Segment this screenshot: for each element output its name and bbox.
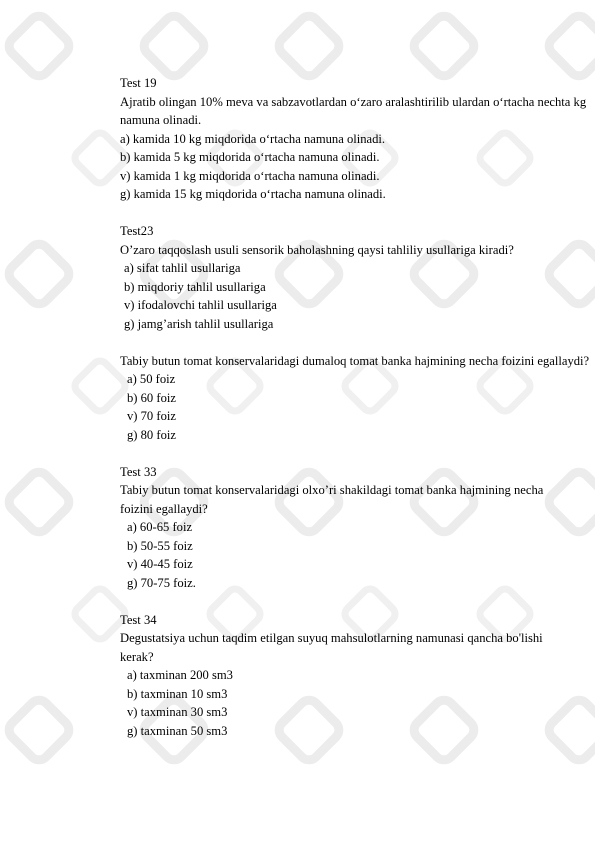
answer-option-g: g) 80 foiz: [127, 427, 176, 442]
question-text: O’zaro taqqoslash usuli sensorik baholashning qaysi tahliliy usullariga kiradi?: [120, 242, 514, 257]
answer-option-g: g) jamg’arish tahlil usullariga: [124, 316, 274, 331]
question-text: Tabiy butun tomat konservalaridagi dumaloq tomat banka hajmining necha foizini egallaydi?: [120, 353, 590, 368]
answer-option-v: v) ifodalovchi tahlil usullariga: [124, 298, 277, 312]
question-block-test-33: [120, 463, 590, 593]
answer-option-g: g) 70-75 foiz.: [127, 575, 196, 590]
answer-option-a: a) taxminan 200 sm3: [127, 668, 233, 682]
answer-option-b: b) miqdoriy tahlil usullariga: [124, 279, 266, 294]
question-text: Degustatsiya uchun taqdim etilgan suyuq mahsulotlarning namunasi qancha bo'lishi kerak?: [120, 631, 543, 664]
answer-option-a: a) kamida 10 kg miqdorida o‘rtacha namuna olinadi.: [120, 131, 386, 146]
spacer: [120, 444, 590, 463]
spacer: [120, 333, 590, 352]
answer-option-a: a) 50 foiz: [127, 372, 176, 386]
question-text: Tabiy butun tomat konservalaridagi olxo’ri shakildagi tomat banka hajmining necha foizini egallaydi?: [120, 483, 544, 516]
spacer: [120, 592, 590, 611]
answer-option-b: b) 50-55 foiz: [127, 538, 193, 553]
question-heading: Test 34: [120, 612, 157, 627]
answer-option-b: b) kamida 5 kg miqdorida o‘rtacha namuna olinadi.: [120, 150, 380, 164]
answer-option-g: g) kamida 15 kg miqdorida o‘rtacha namuna olinadi.: [120, 187, 386, 201]
watermark-row-1: [5, 12, 595, 80]
question-block-test-19: [120, 74, 590, 204]
answer-option-b: b) 60 foiz: [127, 390, 176, 405]
answer-option-a: a) 60-65 foiz: [127, 520, 193, 534]
document-page: [120, 74, 590, 740]
answer-option-v: v) 40-45 foiz: [127, 557, 193, 571]
spacer: [120, 204, 590, 223]
question-block-test-23: [120, 222, 590, 333]
answer-option-a: a) sifat tahlil usullariga: [124, 261, 241, 275]
question-block-round-tomato: [120, 352, 590, 445]
answer-option-v: v) taxminan 30 sm3: [127, 705, 228, 719]
question-heading: Test 19: [120, 76, 157, 90]
question-heading: Test 33: [120, 464, 157, 479]
question-text: Ajratib olingan 10% meva va sabzavotlardan o‘zaro aralashtirilib ulardan o‘rtacha nechta kg namuna olinadi.: [120, 94, 587, 127]
answer-option-v: v) kamida 1 kg miqdorida o‘rtacha namuna olinadi.: [120, 168, 380, 183]
answer-option-g: g) taxminan 50 sm3: [127, 723, 228, 738]
answer-option-v: v) 70 foiz: [127, 409, 176, 423]
question-block-test-34: [120, 611, 590, 741]
question-heading: Test23: [120, 224, 154, 238]
answer-option-b: b) taxminan 10 sm3: [127, 686, 228, 701]
